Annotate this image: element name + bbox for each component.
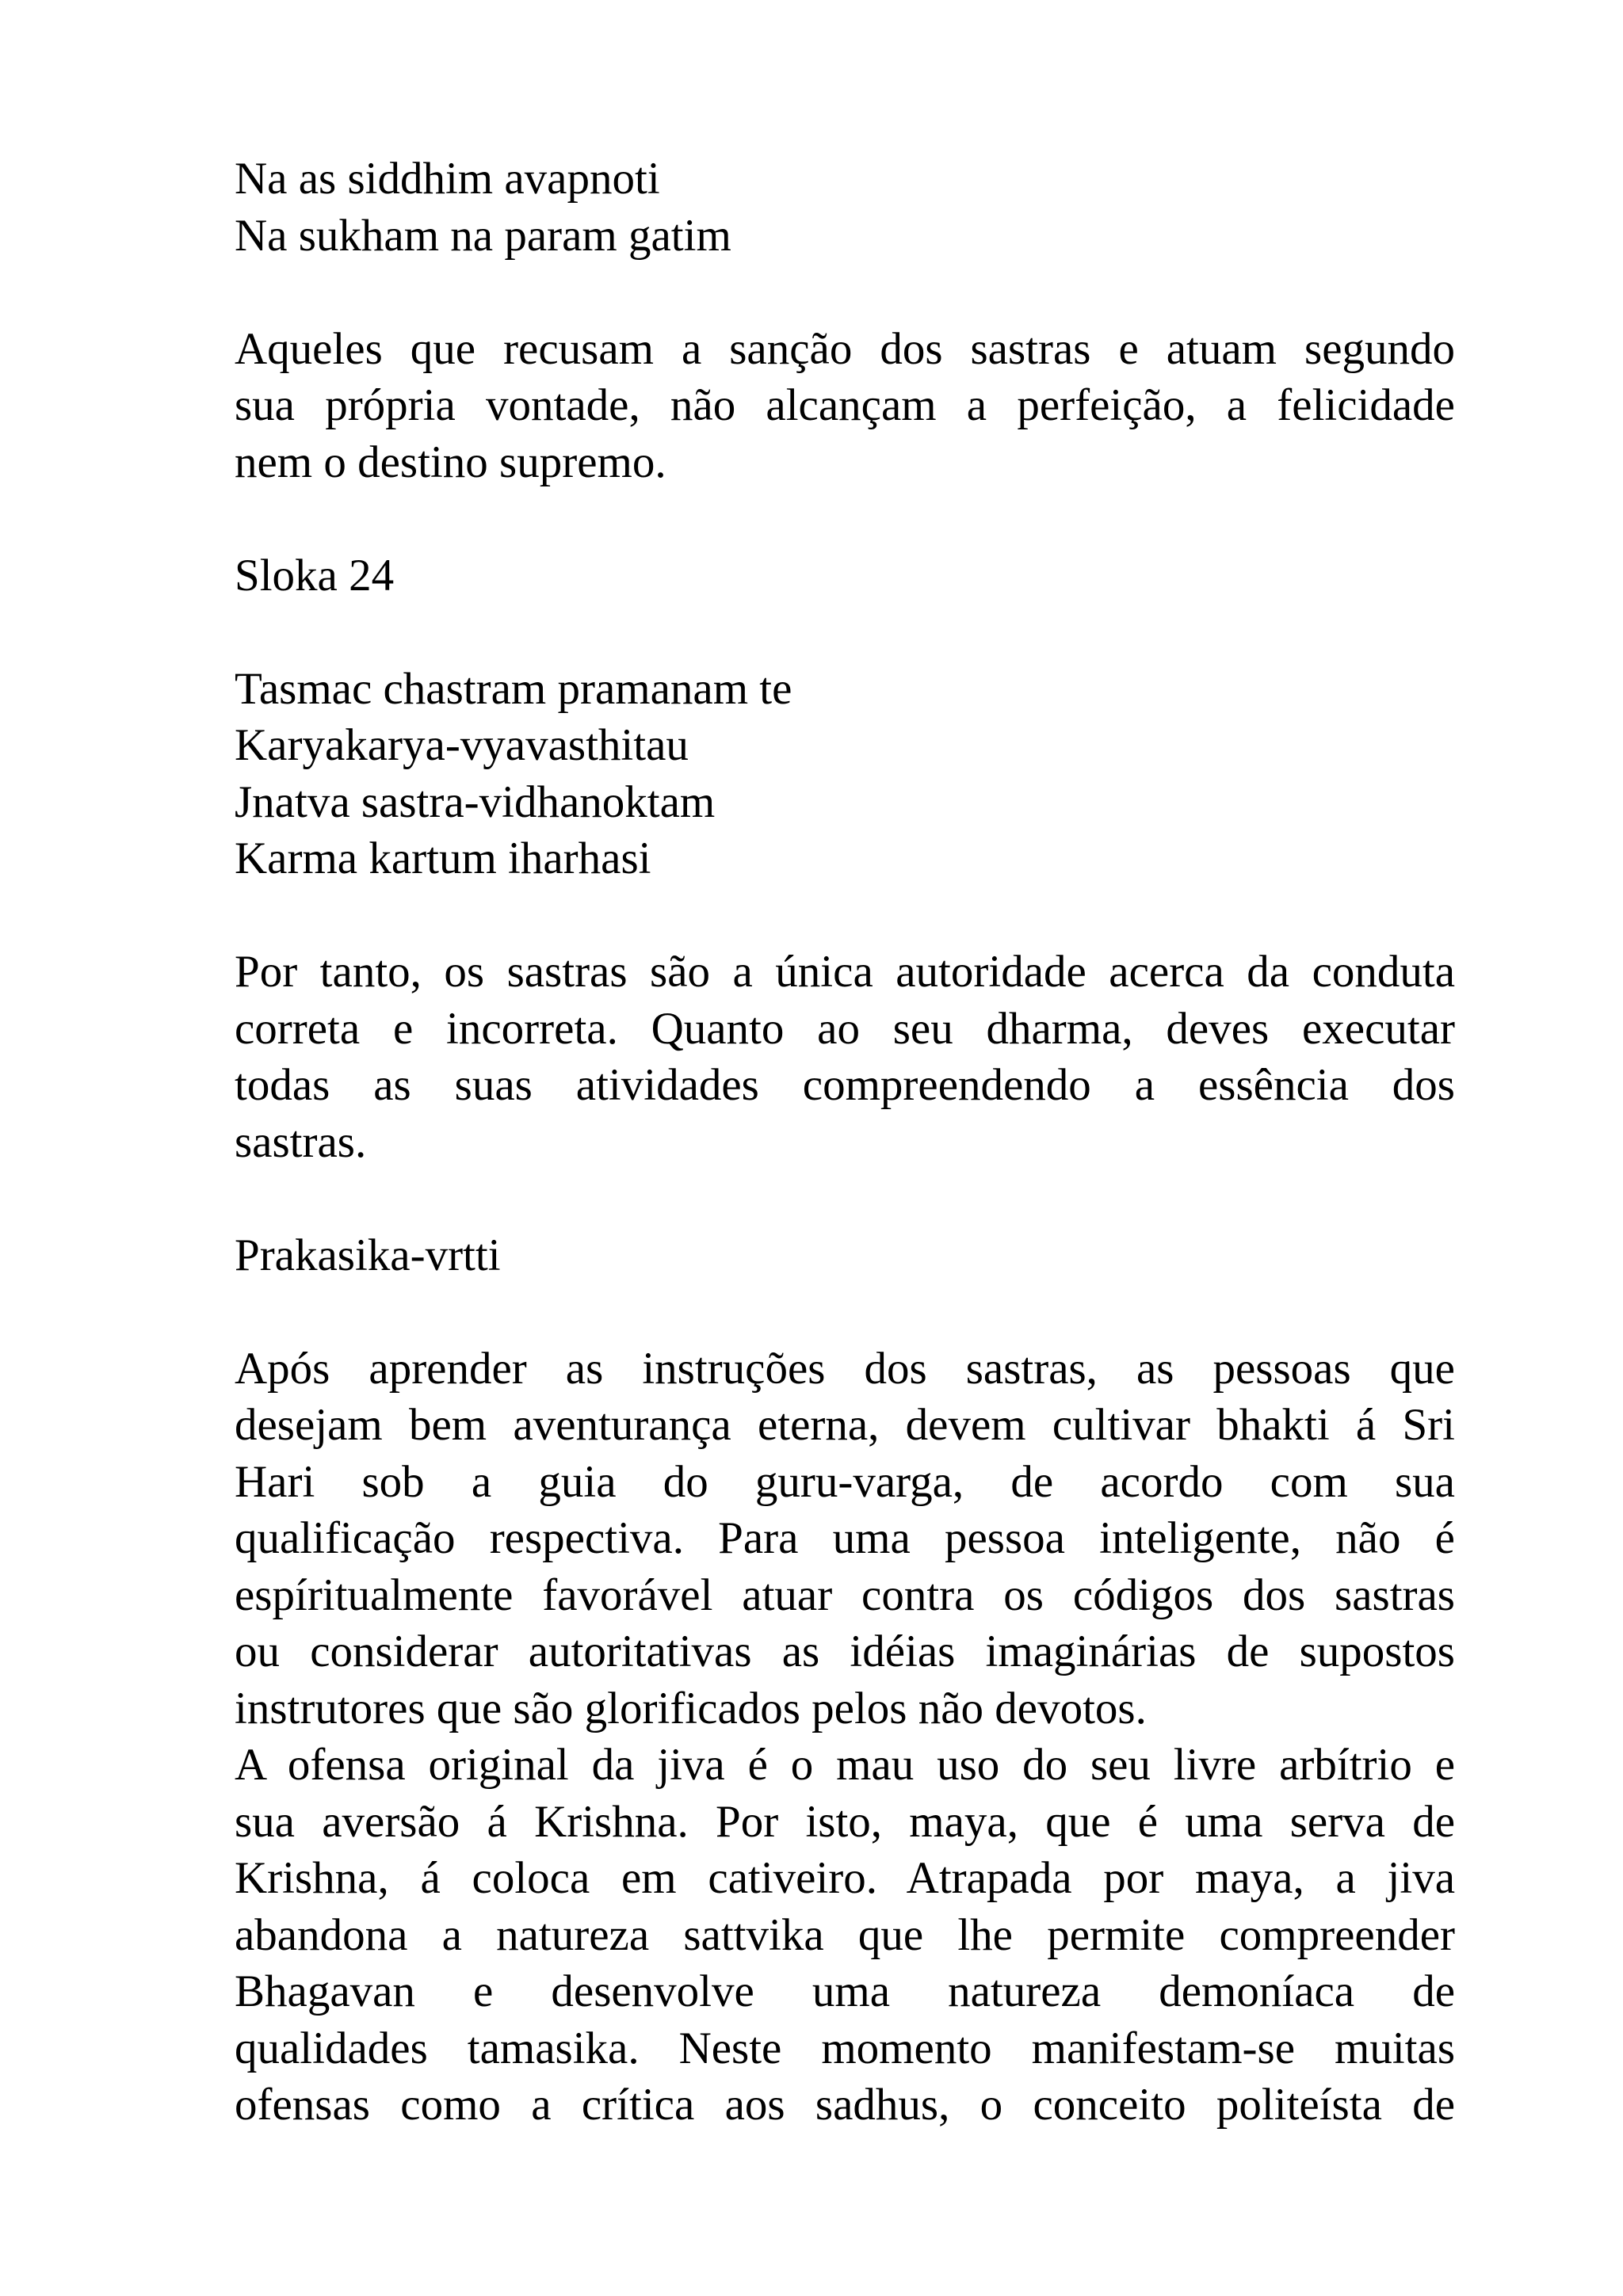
paragraph-line: desejam bem aventurança eterna, devem cultivar bhakti á Sri — [235, 1400, 1455, 1450]
paragraph-line: todas as suas atividades compreendendo a essência dos — [235, 1060, 1455, 1110]
verse-line: Na as siddhim avapnoti — [235, 154, 660, 204]
verse-line: Karma kartum iharhasi — [235, 833, 651, 883]
paragraph-line: espíritualmente favorável atuar contra os códigos dos sastras — [235, 1569, 1455, 1620]
spacer — [235, 1170, 1455, 1227]
verse-line: Karyakarya-vyavasthitau — [235, 720, 689, 770]
translation-24 — [235, 944, 1455, 1170]
paragraph-line: A ofensa original da jiva é o mau uso do seu livre arbítrio e — [235, 1740, 1455, 1790]
paragraph-line: sastras. — [235, 1116, 367, 1167]
verse-end — [235, 151, 1455, 264]
paragraph-line: sua própria vontade, não alcançam a perfeição, a felicidade — [235, 380, 1455, 430]
verse-24 — [235, 661, 1455, 887]
translation-23 — [235, 321, 1455, 491]
paragraph-line: instrutores que são glorificados pelos não devotos. — [235, 1683, 1147, 1733]
paragraph-line: Por tanto, os sastras são a única autoridade acerca da conduta — [235, 947, 1455, 997]
spacer — [235, 887, 1455, 944]
paragraph-line: ou considerar autoritativas as idéias imaginárias de supostos — [235, 1627, 1455, 1676]
commentary-heading: Prakasika-vrtti — [235, 1230, 501, 1280]
paragraph-line: Hari sob a guia do guru-varga, de acordo com sua — [235, 1456, 1455, 1507]
verse-line: Tasmac chastram pramanam te — [235, 663, 792, 714]
document-page — [235, 151, 1455, 2134]
sloka-heading: Sloka 24 — [235, 550, 395, 601]
paragraph-line: correta e incorreta. Quanto ao seu dharma, deves executar — [235, 1003, 1455, 1054]
paragraph-line: Aqueles que recusam a sanção dos sastras e atuam segundo — [235, 323, 1455, 374]
paragraph-line: sua aversão á Krishna. Por isto, maya, que é uma serva de — [235, 1796, 1455, 1847]
paragraph-line: qualificação respectiva. Para uma pessoa inteligente, não é — [235, 1513, 1455, 1563]
paragraph-line: Após aprender as instruções dos sastras, as pessoas que — [235, 1343, 1455, 1394]
paragraph-line: abandona a natureza sattvika que lhe permite compreender — [235, 1909, 1455, 1960]
paragraph-line: qualidades tamasika. Neste momento manifestam-se muitas — [235, 2023, 1455, 2073]
spacer — [235, 490, 1455, 547]
paragraph-line: Krishna, á coloca em cativeiro. Atrapada por maya, a jiva — [235, 1853, 1455, 1903]
paragraph-line: nem o destino supremo. — [235, 437, 666, 487]
commentary-paragraph-2 — [235, 1737, 1455, 2134]
paragraph-line: ofensas como a crítica aos sadhus, o conceito politeísta de — [235, 2080, 1455, 2130]
paragraph-line: Bhagavan e desenvolve uma natureza demoníaca de — [235, 1966, 1455, 2016]
commentary-paragraph-1 — [235, 1341, 1455, 1737]
verse-line: Na sukham na param gatim — [235, 210, 731, 261]
spacer — [235, 1283, 1455, 1341]
spacer — [235, 604, 1455, 661]
verse-line: Jnatva sastra-vidhanoktam — [235, 776, 716, 827]
spacer — [235, 264, 1455, 321]
